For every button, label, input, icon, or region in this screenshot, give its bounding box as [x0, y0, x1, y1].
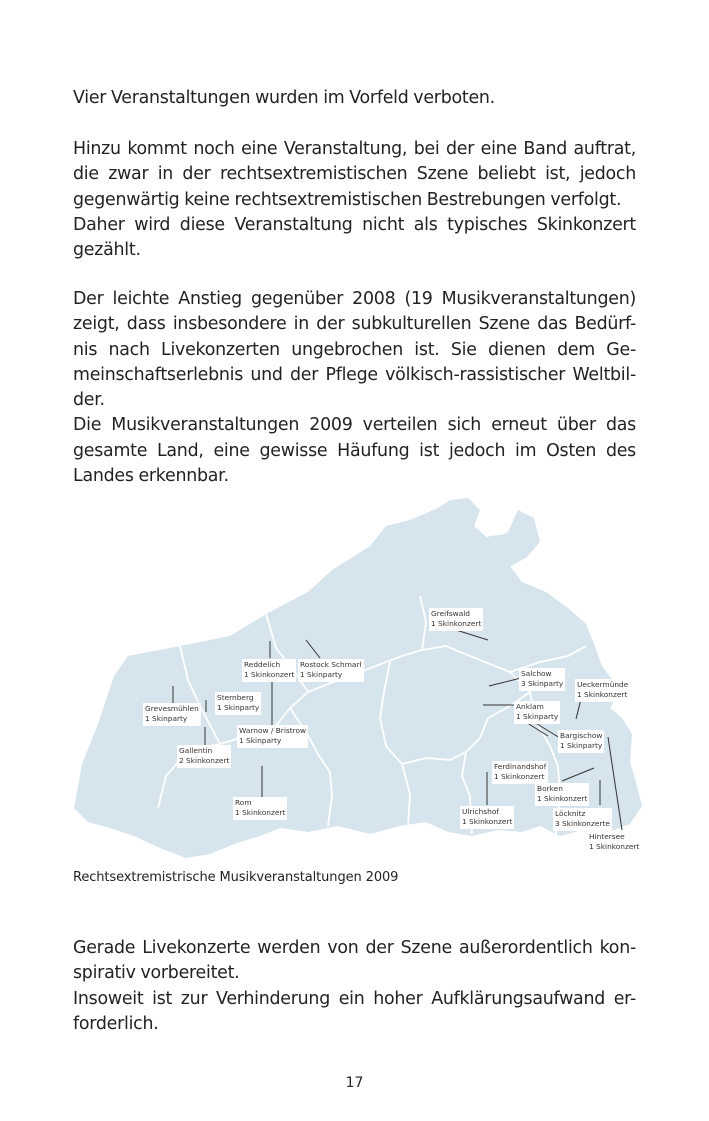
map-label-bargischow: [558, 730, 604, 753]
map-label-reddelich: [242, 659, 296, 682]
map-label-event: 1 Skinparty: [145, 714, 188, 723]
text-line: gesamte Land, eine gewisse Häufung ist jedoch im Osten des: [73, 440, 636, 461]
map-label-place: Ulrichshof: [462, 807, 499, 816]
map-label-event: 1 Skinkonzert: [244, 670, 295, 679]
map-label-place: Reddelich: [244, 660, 281, 669]
map-label-event: 1 Skinparty: [560, 741, 603, 750]
map-label-event: 1 Skinkonzert: [577, 690, 628, 699]
text-line: forderlich.: [73, 1013, 159, 1034]
map-label-place: Sternberg: [217, 693, 254, 702]
paragraph-conspirative: [73, 936, 636, 1037]
text-line: Die Musikveranstaltungen 2009 verteilen sich erneut über das: [73, 415, 636, 436]
map-label-event: 1 Skinkonzert: [537, 794, 588, 803]
map-label-grevesmuehlen: [143, 703, 201, 726]
map-label-place: Anklam: [516, 702, 544, 711]
map-label-ulrichshof: [460, 806, 514, 829]
map-label-place: Rom: [235, 798, 252, 807]
map-label-place: Ueckermünde: [577, 680, 629, 689]
map-label-place: Salchow: [521, 669, 552, 678]
text-line: der.: [73, 390, 105, 411]
text-line: spirativ vorbereitet.: [73, 963, 240, 984]
map-label-event: 1 Skinparty: [300, 670, 343, 679]
map-label-place: Greifswald: [431, 609, 470, 618]
map-label-place: Rostock Schmarl: [300, 660, 362, 669]
figure-caption: Rechtsextremistrische Musikveranstaltungen 2009: [73, 870, 399, 885]
map-label-hintersee: [587, 831, 641, 854]
page-number: 17: [345, 1075, 364, 1091]
map-label-place: Warnow / Bristrow: [239, 726, 307, 735]
text-line: gezählt.: [73, 240, 141, 261]
map-label-event: 3 Skinparty: [521, 679, 564, 688]
text-line: Landes erkennbar.: [73, 466, 229, 487]
map-label-event: 1 Skinparty: [239, 736, 282, 745]
text-line: nis nach Livekonzerten ungebrochen ist. Sie dienen dem Ge-: [73, 339, 636, 360]
map-label-borken: [535, 783, 589, 806]
map-label-event: 1 Skinkonzert: [462, 817, 513, 826]
text-line: gegenwärtig keine rechtsextremistischen Bestrebungen verfolgt.: [73, 189, 622, 210]
text-line: Hinzu kommt noch eine Veranstaltung, bei der eine Band auftrat,: [73, 139, 636, 159]
text-line: Vier Veranstaltungen wurden im Vorfeld verboten.: [73, 88, 495, 108]
text-line: Der leichte Anstieg gegenüber 2008 (19 Musikveranstaltungen): [73, 289, 636, 309]
text-line: meinschaftserlebnis und der Pflege völkisch-rassistischer Weltbil-: [73, 364, 636, 385]
map-label-place: Ferdinandshof: [494, 762, 547, 771]
map-label-ferdinandshof: [492, 761, 548, 784]
text-line: zeigt, dass insbesondere in der subkulturellen Szene das Bedürf-: [73, 314, 636, 335]
paragraph-band-event: [73, 137, 636, 263]
map-label-place: Gallentin: [179, 746, 213, 755]
map-label-event: 2 Skinkonzert: [179, 756, 230, 765]
map-label-event: 1 Skinkonzert: [235, 808, 286, 817]
map-label-place: Borken: [537, 784, 563, 793]
text-line: Gerade Livekonzerte werden von der Szene außerordentlich kon-: [73, 938, 636, 958]
map-label-rostock-schmarl: [298, 659, 364, 682]
map-label-event: 1 Skinkonzert: [494, 772, 545, 781]
map-label-rom: [233, 797, 287, 820]
map-label-greifswald: [429, 608, 483, 631]
map-label-loecknitz: [553, 808, 612, 831]
map-label-event: 1 Skinkonzert: [431, 619, 482, 628]
map-label-sternberg: [215, 692, 261, 715]
map-label-event: 1 Skinparty: [516, 712, 559, 721]
map-label-gallentin: [177, 745, 231, 768]
map-label-place: Löcknitz: [555, 809, 586, 818]
map-label-place: Bargischow: [560, 731, 603, 740]
map-label-anklam: [514, 701, 560, 724]
map-label-event: 1 Skinparty: [217, 703, 260, 712]
map-label-ueckermuende: [575, 679, 630, 702]
map-label-event: 3 Skinkonzerte: [555, 819, 610, 828]
map-label-event: 1 Skinkonzert: [589, 842, 640, 851]
map-label-place: Hintersee: [589, 832, 625, 841]
paragraph-prohibited-events: [73, 86, 636, 111]
map-label-place: Grevesmühlen: [145, 704, 199, 713]
text-line: Daher wird diese Veranstaltung nicht als typisches Skinkonzert: [73, 214, 636, 235]
text-line: die zwar in der rechtsextremistischen Szene beliebt ist, jedoch: [73, 164, 636, 185]
map-label-salchow: [519, 668, 565, 691]
paragraph-increase: [73, 287, 636, 489]
map-label-warnow-bristrow: [237, 725, 308, 748]
text-line: Insoweit ist zur Verhinderung ein hoher Aufklärungsaufwand er-: [73, 988, 636, 1009]
